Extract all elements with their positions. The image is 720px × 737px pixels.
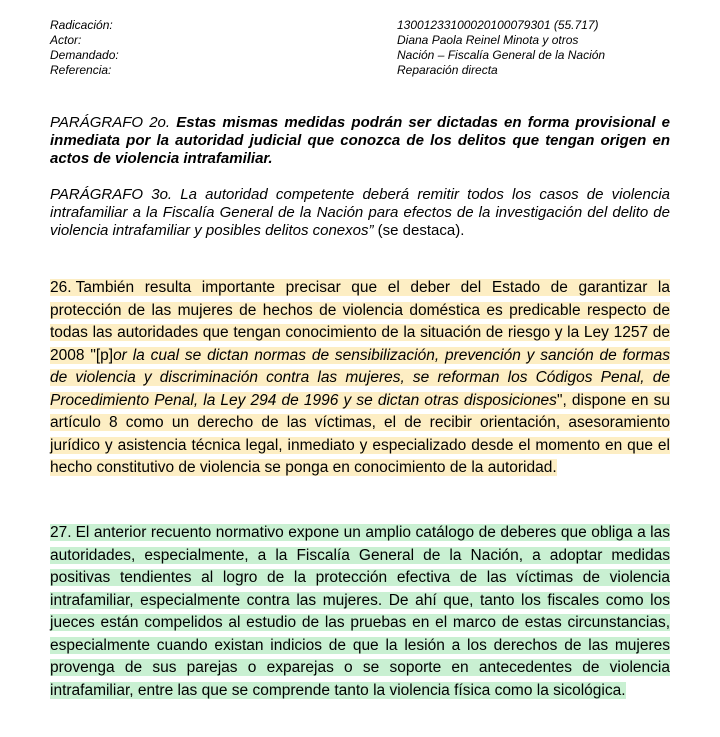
- header-value: 13001233100020100079301 (55.717): [397, 18, 599, 32]
- header-value: Reparación directa: [397, 63, 498, 77]
- paragraph-26-law-title: or la cual se dictan normas de sensibilización, prevención y sanción de formas de violencia y discriminación contra las mujeres, se reforman los Códigos Penal, de Procedimiento Penal, la Ley 294 de 1996 y se dictan otras disposiciones: [50, 346, 670, 409]
- header-row-radicacion: [50, 18, 670, 33]
- paragraph-26: [50, 277, 670, 480]
- header-label: Referencia:: [50, 63, 112, 77]
- header-value: Nación – Fiscalía General de la Nación: [397, 48, 606, 62]
- header-label: Demandado:: [50, 48, 119, 62]
- paragrafo-2-bold-text: Estas mismas medidas podrán ser dictadas en forma provisional e inmediata por la autoridad judicial que conozca de los delitos que tengan origen en actos de violencia intrafamiliar.: [50, 114, 671, 167]
- highlight-green: [50, 524, 670, 699]
- paragraph-26-text-a: También resulta importante precisar que el deber del Estado de garantizar la protección de las mujeres de hechos de violencia doméstica es predicable respecto de todas las autoridades que tengan conocimiento de la situación de riesgo y la Ley 1257 de 2008 "[p]: [50, 279, 670, 364]
- paragraph-27: [50, 522, 670, 702]
- header-row-referencia: [50, 63, 670, 78]
- paragraph-27-text: El anterior recuento normativo expone un amplio catálogo de deberes que obliga a las autoridades, especialmente, a la Fiscalía General de la Nación, a adoptar medidas positivas tendientes al logro de la protección efectiva de las víctimas de violencia intrafamiliar, especialmente contra las mujeres. De ahí que, tanto los fiscales como los jueces están compelidos al estudio de las pruebas en el marco de estas circunstancias, especialmente cuando existan indicios de que la lesión a los derechos de las mujeres provenga de sus parejas o exparejas o se soporte en antecedentes de violencia intrafamiliar, entre las que se comprende tanto la violencia física como la sicológica.: [50, 524, 670, 699]
- paragrafo-3: [50, 186, 670, 240]
- paragrafo-3-quote: PARÁGRAFO 3o. La autoridad competente deberá remitir todos los casos de violencia intrafamiliar a la Fiscalía General de la Nación para efectos de la investigación del delito de violencia intrafamiliar y posibles delitos conexos”: [50, 186, 670, 239]
- paragraph-number: 27.: [50, 524, 72, 541]
- paragraph-number: 26.: [50, 279, 72, 296]
- paragrafo-3-tail: (se destaca).: [373, 222, 465, 239]
- header-label: Actor:: [50, 33, 82, 47]
- header-label: Radicación:: [50, 18, 113, 32]
- paragraph-26-text-b: ", dispone en su artículo 8 como un derecho de las víctimas, el de recibir orientación, asesoramiento jurídico y asistencia técnica legal, inmediato y especializado desde el momento en que el hecho constitutivo de violencia se ponga en conocimiento de la autoridad.: [50, 391, 670, 476]
- header-row-demandado: [50, 48, 670, 63]
- header-row-actor: [50, 33, 670, 48]
- highlight-yellow: [50, 279, 670, 476]
- paragrafo-2-lead: PARÁGRAFO 2o.: [50, 114, 171, 131]
- case-header: [50, 18, 670, 78]
- paragrafo-2: [50, 114, 670, 168]
- header-value: Diana Paola Reinel Minota y otros: [397, 33, 579, 47]
